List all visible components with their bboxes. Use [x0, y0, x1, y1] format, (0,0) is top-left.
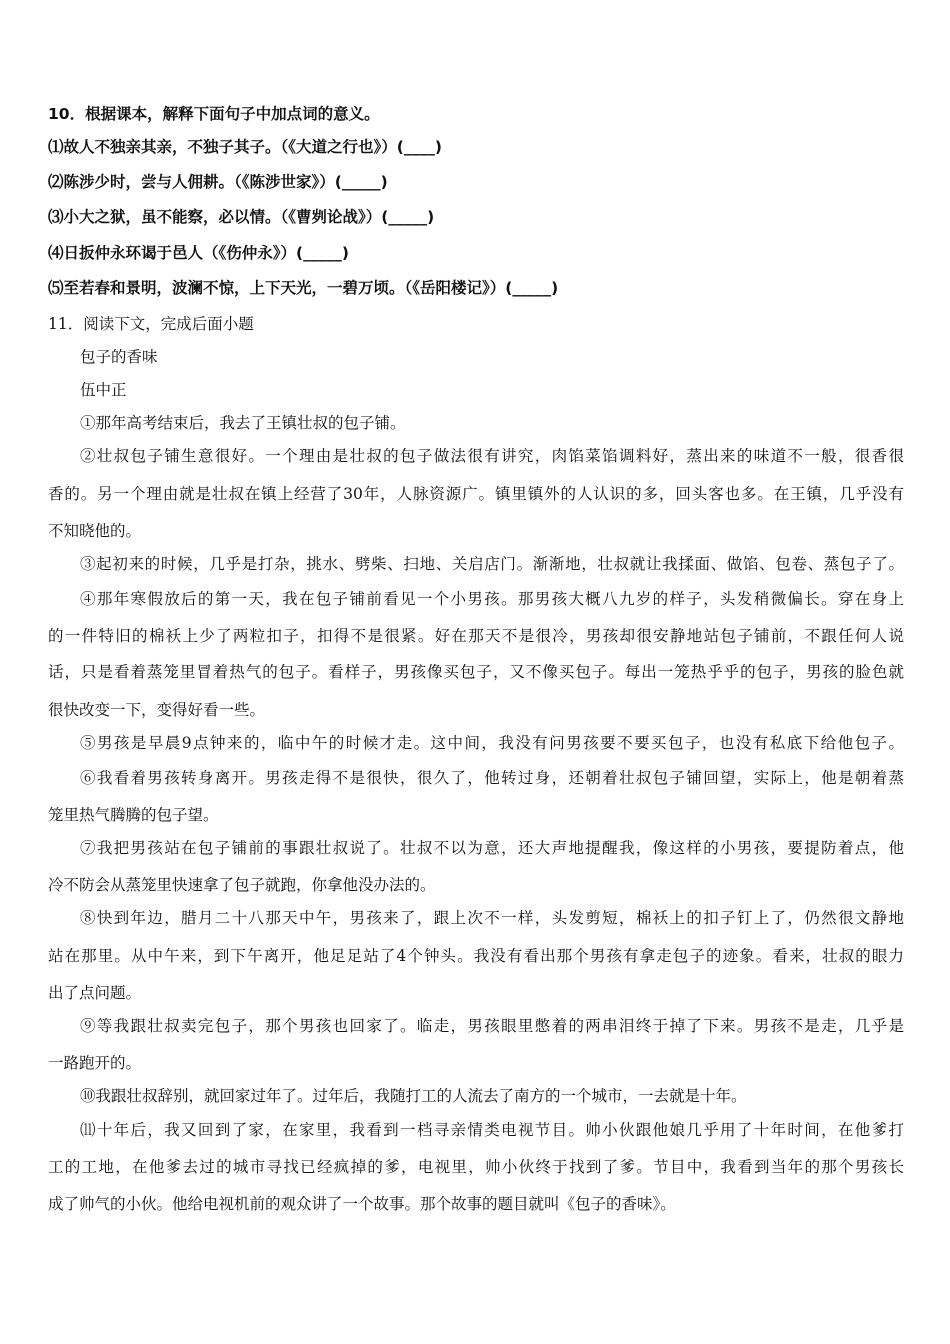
paragraph-line: 冷不防会从蒸笼里快速拿了包子就跑，你拿他没办法的。 — [48, 876, 436, 894]
paragraph-line: 很快改变一下，变得好看一些。 — [48, 701, 266, 719]
paragraph-line: ④那年寒假放后的第一天，我在包子铺前看见一个小男孩。那男孩大概八九岁的样子，头发稍微偏长。穿在身上 — [80, 590, 904, 608]
question-11-title: 11．阅读下文，完成后面小题 — [48, 315, 254, 333]
paragraph-line: ⑦我把男孩站在包子铺前的事跟壮叔说了。壮叔不以为意，还大声地提醒我，像这样的小男孩，要提防着点，他 — [80, 839, 904, 857]
paragraph-line: 香的。另一个理由就是壮叔在镇上经营了30年，人脉资源广。镇里镇外的人认识的多，回头客也多。在王镇，几乎没有 — [48, 485, 904, 503]
paragraph-line: 出了点问题。 — [48, 984, 142, 1002]
story-author: 伍中正 — [80, 381, 127, 399]
paragraph-line: ①那年高考结束后，我去了王镇壮叔的包子铺。 — [80, 414, 406, 432]
paragraph-line: ⑨等我跟壮叔卖完包子，那个男孩也回家了。临走，男孩眼里憋着的两串泪终于掉了下来。男孩不是走，几乎是 — [80, 1017, 904, 1035]
paragraph-line: 话，只是看着蒸笼里冒着热气的包子。看样子，男孩像买包子，又不像买包子。每出一笼热乎乎的包子，男孩的脸色就 — [48, 663, 904, 681]
question-10-item-2: ⑵陈涉少时，尝与人佣耕。（《陈涉世家》）(_____) — [48, 173, 388, 191]
paragraph-line: ③起初来的时候，几乎是打杂，挑水、劈柴、扫地、关启店门。渐渐地，壮叔就让我揉面、做馅、包卷、蒸包子了。 — [80, 555, 904, 573]
question-10-item-4: ⑷日扳仲永环谒于邑人（《伤仲永》）(_____) — [48, 244, 349, 262]
question-10-item-1: ⑴故人不独亲其亲，不独子其子。（《大道之行也》）(____) — [48, 138, 442, 156]
paragraph-line: ⑤男孩是早晨9点钟来的，临中午的时候才走。这中间，我没有问男孩要不要买包子，也没有私底下给他包子。 — [80, 734, 904, 752]
paragraph-line: ⑩我跟壮叔辞别，就回家过年了。过年后，我随打工的人流去了南方的一个城市，一去就是十年。 — [80, 1087, 747, 1105]
question-10-title: 10．根据课本，解释下面句子中加点词的意义。 — [48, 105, 380, 123]
paragraph-line: 一路跑开的。 — [48, 1054, 142, 1072]
question-10-item-3: ⑶小大之狱，虽不能察，必以情。（《曹刿论战》）(_____) — [48, 208, 435, 226]
paragraph-line: 工的工地，在他爹去过的城市寻找已经疯掉的爹，电视里，帅小伙终于找到了爹。节目中，我看到当年的那个男孩长 — [48, 1158, 904, 1176]
paragraph-line: ⑾十年后，我又回到了家，在家里，我看到一档寻亲情类电视节目。帅小伙跟他娘几乎用了十年时间，在他爹打 — [80, 1121, 904, 1139]
paragraph-line: 不知晓他的。 — [48, 522, 142, 540]
paragraph-line: ⑧快到年边，腊月二十八那天中午，男孩来了，跟上次不一样，头发剪短，棉袄上的扣子钉上了，仍然很文静地 — [80, 909, 904, 927]
paragraph-line: ⑥我看着男孩转身离开。男孩走得不是很快，很久了，他转过身，还朝着壮叔包子铺回望，实际上，他是朝着蒸 — [80, 769, 904, 787]
paragraph-line: 的一件特旧的棉袄上少了两粒扣子，扣得不是很紧。好在那天不是很冷，男孩却很安静地站包子铺前，不跟任何人说 — [48, 627, 904, 645]
paragraph-line: 笼里热气腾腾的包子望。 — [48, 806, 219, 824]
paragraph-line: 站在那里。从中午来，到下午离开，他足足站了4个钟头。我没有看出那个男孩有拿走包子的迹象。看来，壮叔的眼力 — [48, 947, 904, 965]
paragraph-line: ②壮叔包子铺生意很好。一个理由是壮叔的包子做法很有讲究，肉馅菜馅调料好，蒸出来的味道不一般，很香很 — [80, 447, 904, 465]
story-title: 包子的香味 — [80, 348, 158, 366]
question-10-item-5: ⑸至若春和景明，波澜不惊，上下天光，一碧万顷。（《岳阳楼记》）(_____) — [48, 279, 559, 297]
paragraph-line: 成了帅气的小伙。他给电视机前的观众讲了一个故事。那个故事的题目就叫《包子的香味》。 — [48, 1195, 676, 1213]
